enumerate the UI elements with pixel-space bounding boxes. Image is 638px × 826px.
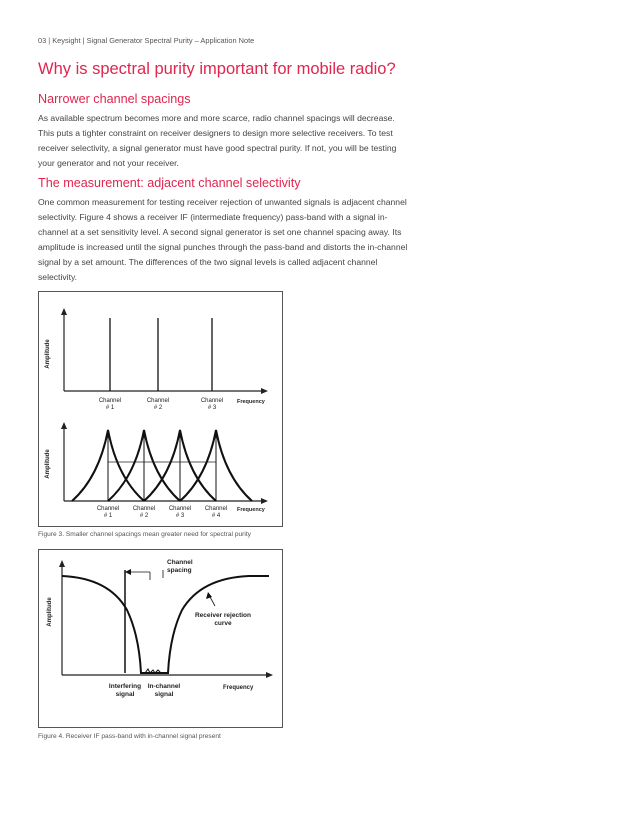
bottom-channel-2-number: # 2: [139, 513, 149, 519]
top-channel-2-label: Channel: [146, 398, 170, 404]
interfering-signal-label: Interfering: [108, 683, 142, 690]
figure-4-diagram: [39, 550, 282, 727]
fig4-y-arrow-icon: [59, 560, 65, 567]
top-x-label: Frequency: [237, 399, 265, 405]
bottom-y-arrow-icon: [61, 422, 67, 429]
top-channel-2-number: # 2: [153, 405, 163, 411]
page-title: Why is spectral purity important for mobile radio?: [38, 60, 396, 78]
bottom-y-label: Amplitude: [45, 449, 51, 479]
top-channel-3-label: Channel: [200, 398, 224, 404]
rejection-curve-label-2: curve: [214, 620, 232, 627]
bottom-channel-3-label: Channel: [168, 506, 192, 512]
top-channel-1-label: Channel: [98, 398, 122, 404]
figure-3-caption: Figure 3. Smaller channel spacings mean greater need for spectral purity: [38, 531, 251, 538]
bottom-channel-1-label: Channel: [96, 506, 120, 512]
bottom-x-label: Frequency: [237, 507, 265, 513]
in-channel-signal-label: In-channel: [147, 683, 181, 690]
bottom-channel-1-number: # 1: [103, 513, 113, 519]
figure-4: [38, 549, 283, 728]
fig4-x-arrow-icon: [266, 672, 273, 678]
rejection-curve-arrow-icon: [206, 592, 212, 599]
page-header: 03 | Keysight | Signal Generator Spectral Purity – Application Note: [38, 36, 255, 45]
top-y-label: Amplitude: [45, 339, 51, 369]
top-channel-1-number: # 1: [105, 405, 115, 411]
section-heading-measurement: The measurement: adjacent channel selectivity: [38, 176, 301, 190]
receiver-rejection-curve: [62, 576, 269, 673]
top-y-arrow-icon: [61, 308, 67, 315]
rejection-curve-label: Receiver rejection: [194, 612, 252, 619]
figure-3-diagram: [39, 292, 282, 526]
in-channel-signal-label-2: signal: [154, 691, 174, 698]
bottom-channel-2-label: Channel: [132, 506, 156, 512]
fig4-x-label: Frequency: [223, 685, 254, 691]
figure-3: [38, 291, 283, 527]
section-body-measurement: One common measurement for testing receiver rejection of unwanted signals is adjacent channel selectivity. Figure 4 shows a receiver IF (intermediate frequency) pass-band with a signal in-channel at a set sensitivity level. A second signal generator is set one channel spacing away. Its amplitude is increased until the signal punches through the pass-band and distorts the in-channel signal by a set amount. The differences of the two signal levels is called adjacent channel selectivity.: [38, 197, 408, 282]
channel-spacing-label: Channel: [167, 559, 193, 566]
channel-spacing-label-2: spacing: [167, 567, 192, 574]
bottom-x-arrow-icon: [261, 498, 268, 504]
figure-4-caption: Figure 4. Receiver IF pass-band with in-channel signal present: [38, 733, 221, 740]
section-body-channel-spacings: As available spectrum becomes more and more scarce, radio channel spacings will decrease. This puts a tighter constraint on receiver designers to design more selective receivers. To test receiver selectivity, a signal generator must have good spectral purity. If not, you will be testing your generator and not your receiver.: [38, 113, 397, 168]
bottom-channel-4-label: Channel: [204, 506, 228, 512]
channel-spacing-arrow-icon: [125, 569, 131, 575]
bottom-channel-4-number: # 4: [211, 513, 221, 519]
top-x-arrow-icon: [261, 388, 268, 394]
fig4-y-label: Amplitude: [47, 597, 53, 627]
bottom-channel-3-number: # 3: [175, 513, 185, 519]
interfering-signal-label-2: signal: [115, 691, 135, 698]
section-heading-channel-spacings: Narrower channel spacings: [38, 92, 191, 106]
top-channel-3-number: # 3: [207, 405, 217, 411]
